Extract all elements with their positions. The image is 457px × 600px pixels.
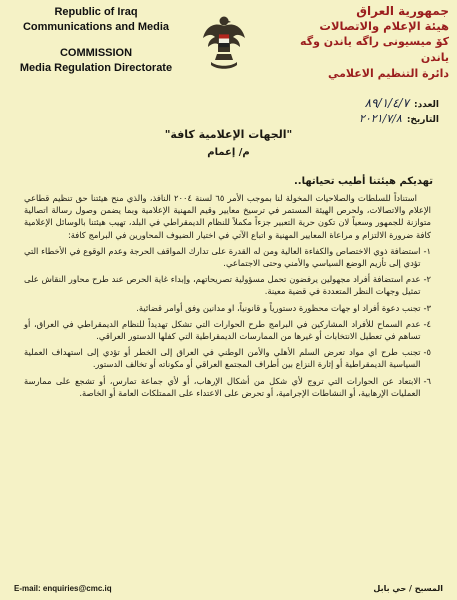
number-value: ٨٩/١/٤/٧ [364,96,410,110]
reference-block [249,96,439,127]
letter-body [24,192,431,403]
reference-date [249,112,439,127]
list-item-text: تجنب دعوة أفراد او جهات محظورة دستورياً و قانونياً، او مدانين وفق أوامر قضائية. [136,302,421,313]
list-item-text: عدم السماح للأفراد المشاركين في البرامج طرح الحوارات التي تشكل تهديداً للنظام الديمقراطي في العراق، أو تساهم في تعطيل الانتخابات أو غيرها من الممارسات الديمقراطية التي كفلها الدستور العراقي. [24,318,421,342]
letterhead-ar-line-4: دائرة التنظيم الاعلامي [327,67,449,80]
letterhead-ar-line-3: كۆ میسیونی راگه یاندن وگه یاندن [300,35,449,64]
letterhead-en-line-3: COMMISSION [59,47,133,59]
number-label: العدد: [414,100,439,110]
list-item-number: ٢- [423,274,431,285]
letterhead-en-line-2: Communications and Media [22,21,170,33]
list-item-number: ٥- [423,347,431,358]
letterhead-en-line-4: Media Regulation Directorate [19,62,173,74]
list-item [24,273,431,297]
footer-email: E-mail: enquiries@cmc.iq [14,584,112,593]
list-item-number: ٤- [423,318,431,329]
intro-paragraph: استناداً للسلطات والصلاحيات المخولة لنا بموجب الأمر ٦٥ لسنة ٢٠٠٤ النافذ، والذي منح هيئتنا حق تنظيم قطاعي الإعلام والاتصالات، ولحرص الهيئة المستمر في ترسيخ معايير وقيم المهنية الإعلامية وبما يضمن وصول رسالة اتصالية متوازنة للجمهور وسعياً لان تكون حرية التعبير جزءاً مكملاً للنظام الديمقراطي في البلد، تهيب هيئتنا بالوسائل الإعلامية كافة ضرورة الالتزام و مراعاة المعايير المهنية و اتباع الآتي في اختيار الضيوف المحاورين في البرامج كافة: [24,193,431,240]
date-label: التاريخ: [406,115,439,125]
subject-line: م/ إعمام [207,147,250,158]
reference-number [249,96,439,112]
letterhead-arabic [277,4,449,81]
list-item-text: استضافة ذوي الاختصاص والكفاءة العالية ومن له القدرة على تدارك المواقف الحرجة وعدم الوقوع في الأخطاء التي تؤدي إلى تأزيم الوضع السياسي والأمني وحتى الاجتماعي. [24,245,421,269]
addressee-title: "الجهات الإعلامية كافة" [164,128,293,141]
list-item-text: عدم استضافة أفراد مجهولين يرفضون تحمل مسؤولية تصريحاتهم، وإبداء غاية الحرص عند طرح محاور النقاش على تمثيل وجهات النظر المتعددة في قضية معينة. [24,274,421,297]
list-item [24,302,431,314]
letter-footer [14,584,443,598]
list-item-text: الابتعاد عن الحوارات التي تروج لأي شكل من أشكال الإرهاب، أو لأي جماعة تمارس، أو تشجع على ممارسة العمليات الإرهابية، أو النشاطات الإجرامية، أو تحرض على الاعتداء على الممتلكات العامة أو الخاصة. [24,375,421,398]
letterhead-ar-line-2: هيئة الإعلام والاتصالات [319,19,449,33]
greeting-line: تهديكم هيئتنا أطيب تحياتها.. [293,176,433,187]
letterhead-ar-line-1: جمهورية العراق [356,4,449,18]
iraq-eagle-emblem-icon [201,12,247,70]
letterhead-english [16,5,176,76]
guidelines-list [24,245,431,399]
letterhead-en-line-1: Republic of Iraq [54,6,138,18]
list-item [24,346,431,370]
list-item [24,375,431,399]
list-item-number: ٦- [423,375,431,386]
list-item [24,318,431,342]
list-item [24,245,431,269]
date-value: ٢٠٢١/٧/٨ [358,112,402,125]
list-item-number: ٣- [423,302,431,313]
footer-address: المسبح / حي بابل [373,584,443,593]
list-item-text: تجنب طرح اي مواد تعرض السلم الأهلي والأمن الوطني في العراق إلى الخطر أو تؤدي إلى استهداف العملية السياسية الديمقراطية أو إثارة النزاع بين أطراف المجتمع العراقي أو مكوناته أو تخالف الدستور. [24,347,421,370]
list-item-number: ١- [423,245,431,256]
